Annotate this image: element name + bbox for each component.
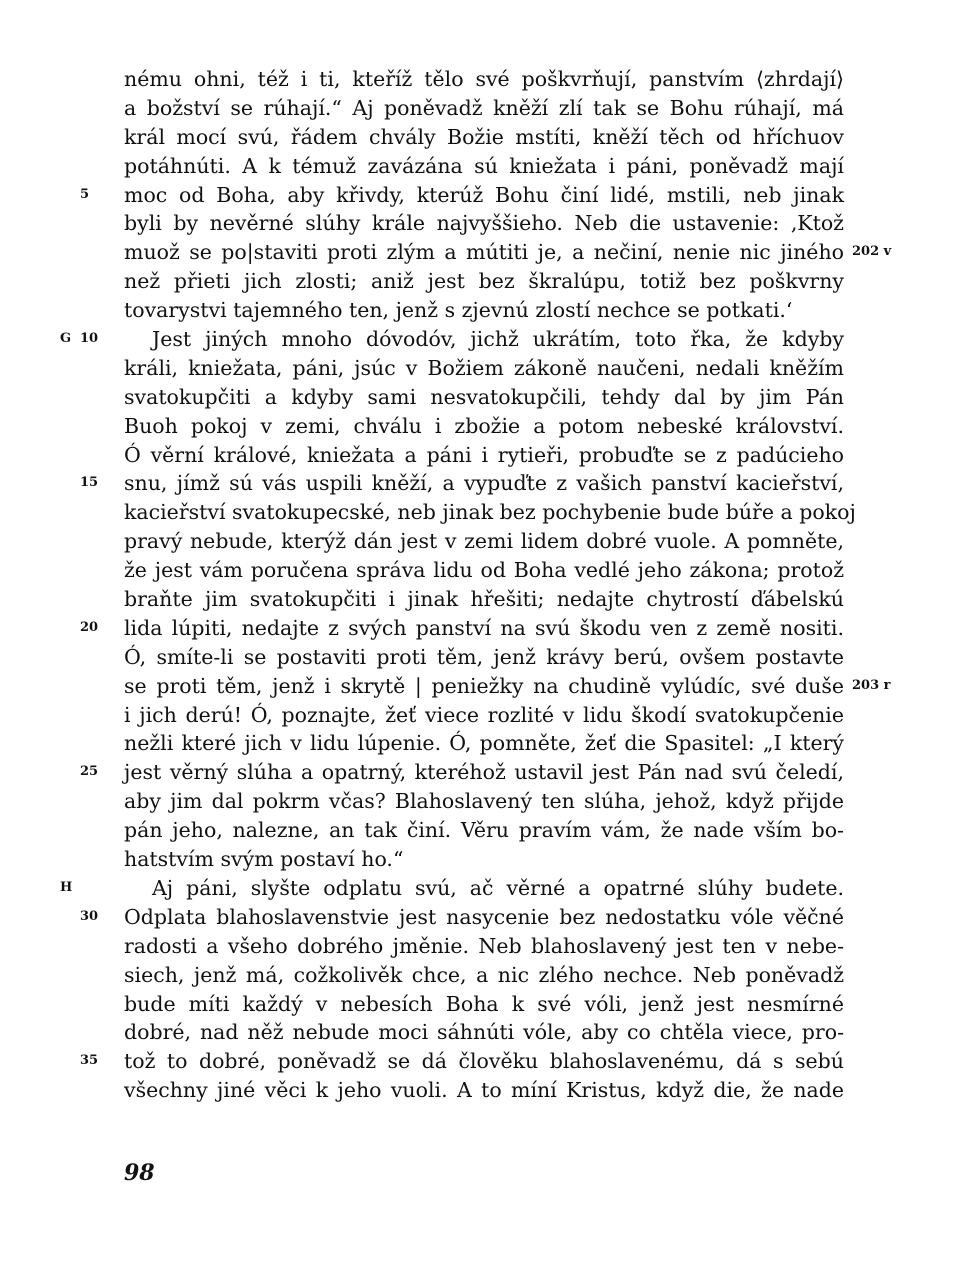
text-line: a božství se rúhají.“ Aj poněvadž kněží zlí tak se Bohu rúhají, má <box>124 95 844 120</box>
gutter-row-8 <box>60 267 116 296</box>
text-line: nému ohni, též i ti, kteříž tělo své poškvrňují, panstvím ⟨zhrdají⟩ <box>124 67 844 91</box>
text-line: králi, kniežata, páni, jsúc v Božiem zákoně naučeni, nedali kněžím <box>124 355 844 380</box>
gutter-row-7 <box>60 238 116 267</box>
text-line: pravý nebude, kterýž dán jest v zemi lidem dobré vuole. A pomněte, <box>124 529 844 554</box>
gutter-row-20 <box>60 614 116 643</box>
gutter-row-27 <box>60 816 116 845</box>
text-line: radosti a všeho dobrého jměnie. Neb blahoslavený jest ten v nebe- <box>124 933 844 958</box>
text-line: snu, jímž sú vás uspili kněží, a vypuďte z vašich panství kacieřství, <box>124 471 844 496</box>
gutter-row-10 <box>60 325 116 354</box>
manuscript-folio-ref: 203 r <box>852 677 891 693</box>
line-number: 35 <box>80 1053 99 1069</box>
text-line: tož to dobré, poněvadž se dá člověku blahoslavenému, dá s sebú <box>124 1049 844 1074</box>
line-number: 30 <box>80 908 99 924</box>
text-line: Buoh pokoj v zemi, chválu i zbožie a potom nebeské království. <box>124 413 844 438</box>
gutter-row-28 <box>60 845 116 874</box>
text-line: jest věrný slúha a opatrný, kteréhož ustavil jest Pán nad svú čeledí, <box>124 760 844 785</box>
text-line: kacieřství svatokupecské, neb jinak bez pochybenie bude búře a pokoj <box>124 500 856 525</box>
text-line: Aj páni, slyšte odplatu svú, ač věrné a opatrné slúhy budete. <box>152 875 844 900</box>
text-line: že jest vám poručena správa lidu od Boha vedlé jeho zákona; protož <box>124 558 844 583</box>
gutter-row-13 <box>60 412 116 441</box>
gutter-row-35 <box>60 1047 116 1076</box>
gutter-row-23 <box>60 701 116 730</box>
text-line: svatokupčiti a kdyby sami nesvatokupčili, tehdy dal by jim Pán <box>124 384 844 409</box>
text-line: i jich derú! Ó, poznajte, žeť viece rozlité v lidu škodí svatokupčenie <box>124 702 844 727</box>
gutter-row-22 <box>60 672 116 701</box>
text-line: braňte jim svatokupčiti i jinak hřešiti; nedajte chytrostí ďábelskú <box>124 587 844 612</box>
text-line: Ó věrní králové, kniežata a páni i rytieři, probuďte se z padúcieho <box>124 442 844 467</box>
gutter-row-4 <box>60 152 116 181</box>
body-text <box>124 65 856 1105</box>
text-line: potáhnúti. A k témuž zavázána sú kniežata i páni, poněvadž mají <box>124 153 844 178</box>
gutter-row-21 <box>60 643 116 672</box>
folio-reference-margin <box>852 65 912 701</box>
text-line: aby jim dal pokrm včas? Blahoslavený ten slúha, jehož, když přijde <box>124 789 844 814</box>
gutter-row-6 <box>60 209 116 238</box>
text-line: dobré, nad něž nebude moci sáhnúti vóle, aby co chtěla viece, pro- <box>124 1020 844 1045</box>
gutter-row-18 <box>60 556 116 585</box>
gutter-row-33 <box>60 990 116 1019</box>
gutter-row-2 <box>60 94 116 123</box>
text-line: siech, jenž má, cožkolivěk chce, a nic zlého nechce. Neb poněvadž <box>124 962 844 987</box>
page-number: 98 <box>124 1160 155 1186</box>
gutter-row-25 <box>60 758 116 787</box>
gutter-row-29 <box>60 874 116 903</box>
gutter-row-26 <box>60 787 116 816</box>
text-line: hatstvím svým postaví ho.“ <box>124 847 404 872</box>
line-number: 5 <box>80 186 90 202</box>
line-number: 25 <box>80 764 99 780</box>
section-marker: G <box>60 331 72 347</box>
text-line: tovarystvi tajemného ten, jenž s zjevnú zlostí nechce se potkati.‘ <box>124 298 793 323</box>
gutter-row-11 <box>60 354 116 383</box>
line-number: 10 <box>80 331 99 347</box>
text-line: Odplata blahoslavenstvie jest nasycenie bez nedostatku vóle věčné <box>124 904 844 929</box>
text-line: Ó, smíte-li se postaviti proti těm, jenž krávy berú, ovšem postavte <box>124 644 844 669</box>
gutter-row-34 <box>60 1018 116 1047</box>
text-line: nežli které jich v lidu lúpenie. Ó, pomněte, žeť die Spasitel: „I který <box>124 731 844 756</box>
gutter-row-24 <box>60 729 116 758</box>
gutter-row-30 <box>60 903 116 932</box>
gutter-row-14 <box>60 441 116 470</box>
gutter-row-9 <box>60 296 116 325</box>
section-marker: H <box>60 879 73 895</box>
text-line: moc od Boha, aby křivdy, kterúž Bohu činí lidé, mstili, neb jinak <box>124 182 844 207</box>
text-line: byli by nevěrné slúhy krále najvyššieho. Neb die ustavenie: ‚Ktož <box>124 211 844 236</box>
gutter-row-3 <box>60 123 116 152</box>
text-line: se proti těm, jenž i skrytě | peniežky na chudině vylúdíc, své duše <box>124 673 844 698</box>
line-number: 20 <box>80 619 99 635</box>
gutter-row-19 <box>60 585 116 614</box>
line-number-gutter <box>60 65 116 1076</box>
manuscript-folio-ref: 202 v <box>852 244 892 260</box>
text-line: pán jeho, nalezne, an tak činí. Věru pravím vám, že nade vším bo- <box>124 818 844 843</box>
gutter-row-12 <box>60 383 116 412</box>
gutter-row-5 <box>60 181 116 210</box>
text-line: než přieti jich zlosti; aniž jest bez škralúpu, totiž bez poškvrny <box>124 269 844 294</box>
text-line: Jest jiných mnoho dóvodóv, jichž ukrátím, toto řka, že kdyby <box>152 327 844 352</box>
text-line: bude míti každý v nebesích Boha k své vóli, jenž jest nesmírné <box>124 991 844 1016</box>
gutter-row-16 <box>60 498 116 527</box>
gutter-row-15 <box>60 469 116 498</box>
text-line: muož se po|staviti proti zlým a mútiti je, a nečiní, nenie nic jiného <box>124 240 844 265</box>
line-number: 15 <box>80 475 99 491</box>
gutter-row-1 <box>60 65 116 94</box>
text-line: všechny jiné věci k jeho vuoli. A to míní Kristus, když die, že nade <box>124 1078 844 1103</box>
text-line: král mocí svú, řádem chvály Božie mstíti, kněží těch od hříchuov <box>124 124 844 149</box>
text-line: lida lúpiti, nedajte z svých panství na svú škodu ven z země nositi. <box>124 615 844 640</box>
gutter-row-32 <box>60 961 116 990</box>
gutter-row-17 <box>60 527 116 556</box>
gutter-row-31 <box>60 932 116 961</box>
